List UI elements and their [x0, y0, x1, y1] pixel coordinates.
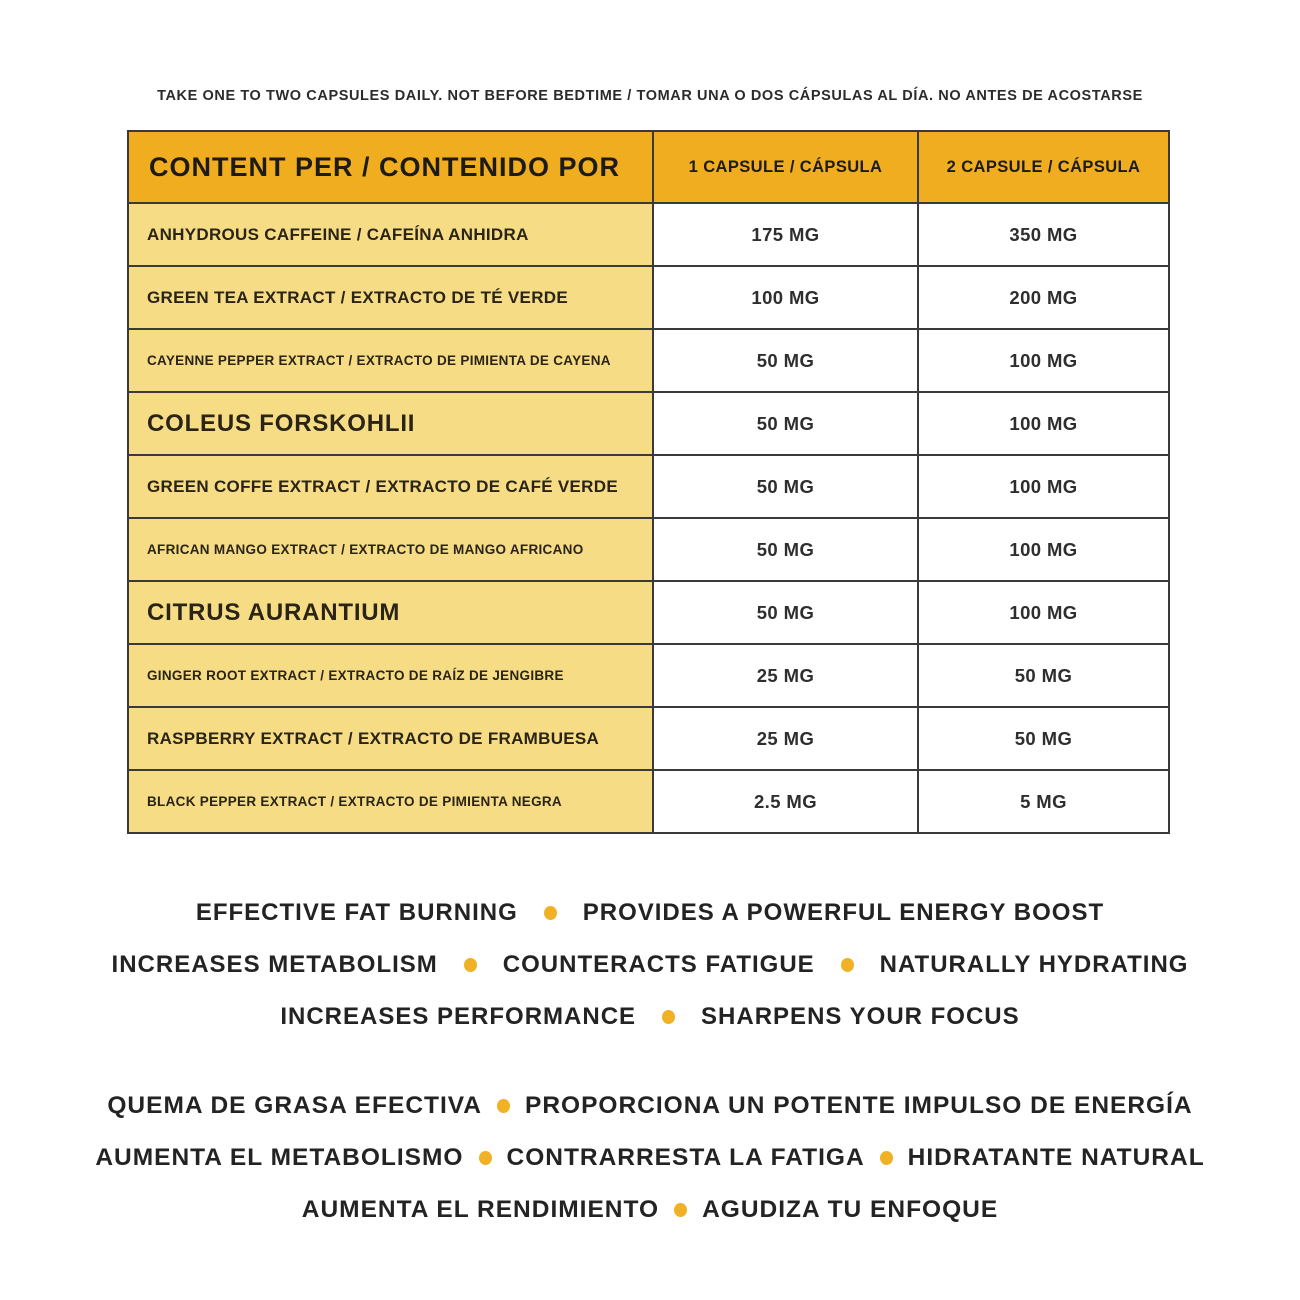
table-row	[128, 707, 1169, 770]
amount-2-capsule: 350 MG	[918, 203, 1169, 266]
ingredient-name: GREEN COFFE EXTRACT / EXTRACTO DE CAFÉ VERDE	[128, 455, 653, 518]
benefit-text: HIDRATANTE NATURAL	[907, 1144, 1205, 1171]
bullet-dot-icon	[464, 958, 477, 972]
ingredient-name: CITRUS AURANTIUM	[128, 581, 653, 644]
table-row	[128, 329, 1169, 392]
header-content-per: CONTENT PER / CONTENIDO POR	[128, 131, 653, 203]
benefit-text: SHARPENS YOUR FOCUS	[701, 1003, 1020, 1030]
benefit-text: NATURALLY HYDRATING	[879, 951, 1189, 978]
ingredient-name: COLEUS FORSKOHLII	[128, 392, 653, 455]
benefit-line	[0, 1133, 1300, 1183]
amount-2-capsule: 100 MG	[918, 518, 1169, 581]
benefit-line	[0, 1185, 1300, 1235]
amount-1-capsule: 50 MG	[653, 392, 918, 455]
benefits-spanish	[0, 1081, 1300, 1235]
amount-2-capsule: 100 MG	[918, 392, 1169, 455]
table-row	[128, 770, 1169, 833]
benefit-text: EFFECTIVE FAT BURNING	[195, 899, 518, 926]
bullet-dot-icon	[544, 906, 557, 920]
benefit-text: AUMENTA EL METABOLISMO	[95, 1144, 464, 1171]
amount-2-capsule: 5 MG	[918, 770, 1169, 833]
bullet-dot-icon	[880, 1151, 893, 1165]
benefit-text: QUEMA DE GRASA EFECTIVA	[107, 1092, 482, 1119]
amount-1-capsule: 50 MG	[653, 329, 918, 392]
benefit-text: CONTRARRESTA LA FATIGA	[506, 1144, 865, 1171]
bullet-dot-icon	[674, 1203, 687, 1217]
benefits-english	[0, 888, 1300, 1042]
amount-2-capsule: 100 MG	[918, 329, 1169, 392]
dosage-instruction: TAKE ONE TO TWO CAPSULES DAILY. NOT BEFORE BEDTIME / TOMAR UNA O DOS CÁPSULAS AL DÍA. NO ANTES DE ACOSTARSE	[157, 88, 1143, 104]
amount-2-capsule: 50 MG	[918, 644, 1169, 707]
amount-1-capsule: 50 MG	[653, 581, 918, 644]
bullet-dot-icon	[841, 958, 854, 972]
benefit-line	[0, 992, 1300, 1042]
ingredient-name: ANHYDROUS CAFFEINE / CAFEÍNA ANHIDRA	[128, 203, 653, 266]
table-row	[128, 455, 1169, 518]
amount-1-capsule: 100 MG	[653, 266, 918, 329]
amount-1-capsule: 50 MG	[653, 518, 918, 581]
table-row	[128, 581, 1169, 644]
table-row	[128, 392, 1169, 455]
bullet-dot-icon	[497, 1099, 510, 1113]
header-1-capsule: 1 CAPSULE / CÁPSULA	[653, 131, 918, 203]
amount-1-capsule: 50 MG	[653, 455, 918, 518]
benefit-line	[0, 888, 1300, 938]
table-row	[128, 644, 1169, 707]
table-header-row	[128, 131, 1169, 203]
benefit-line	[0, 940, 1300, 990]
table-body	[128, 203, 1169, 833]
ingredient-name: GINGER ROOT EXTRACT / EXTRACTO DE RAÍZ DE JENGIBRE	[128, 644, 653, 707]
ingredient-name: CAYENNE PEPPER EXTRACT / EXTRACTO DE PIMIENTA DE CAYENA	[128, 329, 653, 392]
benefit-text: AGUDIZA TU ENFOQUE	[702, 1196, 999, 1223]
amount-1-capsule: 175 MG	[653, 203, 918, 266]
benefit-text: COUNTERACTS FATIGUE	[502, 951, 815, 978]
ingredient-name: RASPBERRY EXTRACT / EXTRACTO DE FRAMBUESA	[128, 707, 653, 770]
benefit-text: AUMENTA EL RENDIMIENTO	[301, 1196, 660, 1223]
amount-2-capsule: 100 MG	[918, 455, 1169, 518]
amount-2-capsule: 200 MG	[918, 266, 1169, 329]
benefit-text: PROPORCIONA UN POTENTE IMPULSO DE ENERGÍA	[525, 1092, 1193, 1119]
header-2-capsule: 2 CAPSULE / CÁPSULA	[918, 131, 1169, 203]
amount-2-capsule: 50 MG	[918, 707, 1169, 770]
table-row	[128, 203, 1169, 266]
content-table	[127, 130, 1170, 834]
benefit-line	[0, 1081, 1300, 1131]
benefit-text: PROVIDES A POWERFUL ENERGY BOOST	[582, 899, 1105, 926]
amount-1-capsule: 25 MG	[653, 707, 918, 770]
amount-1-capsule: 25 MG	[653, 644, 918, 707]
ingredient-name: AFRICAN MANGO EXTRACT / EXTRACTO DE MANGO AFRICANO	[128, 518, 653, 581]
benefit-text: INCREASES PERFORMANCE	[280, 1003, 637, 1030]
bullet-dot-icon	[662, 1010, 675, 1024]
table-row	[128, 518, 1169, 581]
benefit-text: INCREASES METABOLISM	[111, 951, 438, 978]
ingredient-name: BLACK PEPPER EXTRACT / EXTRACTO DE PIMIENTA NEGRA	[128, 770, 653, 833]
amount-2-capsule: 100 MG	[918, 581, 1169, 644]
amount-1-capsule: 2.5 MG	[653, 770, 918, 833]
bullet-dot-icon	[479, 1151, 492, 1165]
ingredient-name: GREEN TEA EXTRACT / EXTRACTO DE TÉ VERDE	[128, 266, 653, 329]
table-row	[128, 266, 1169, 329]
